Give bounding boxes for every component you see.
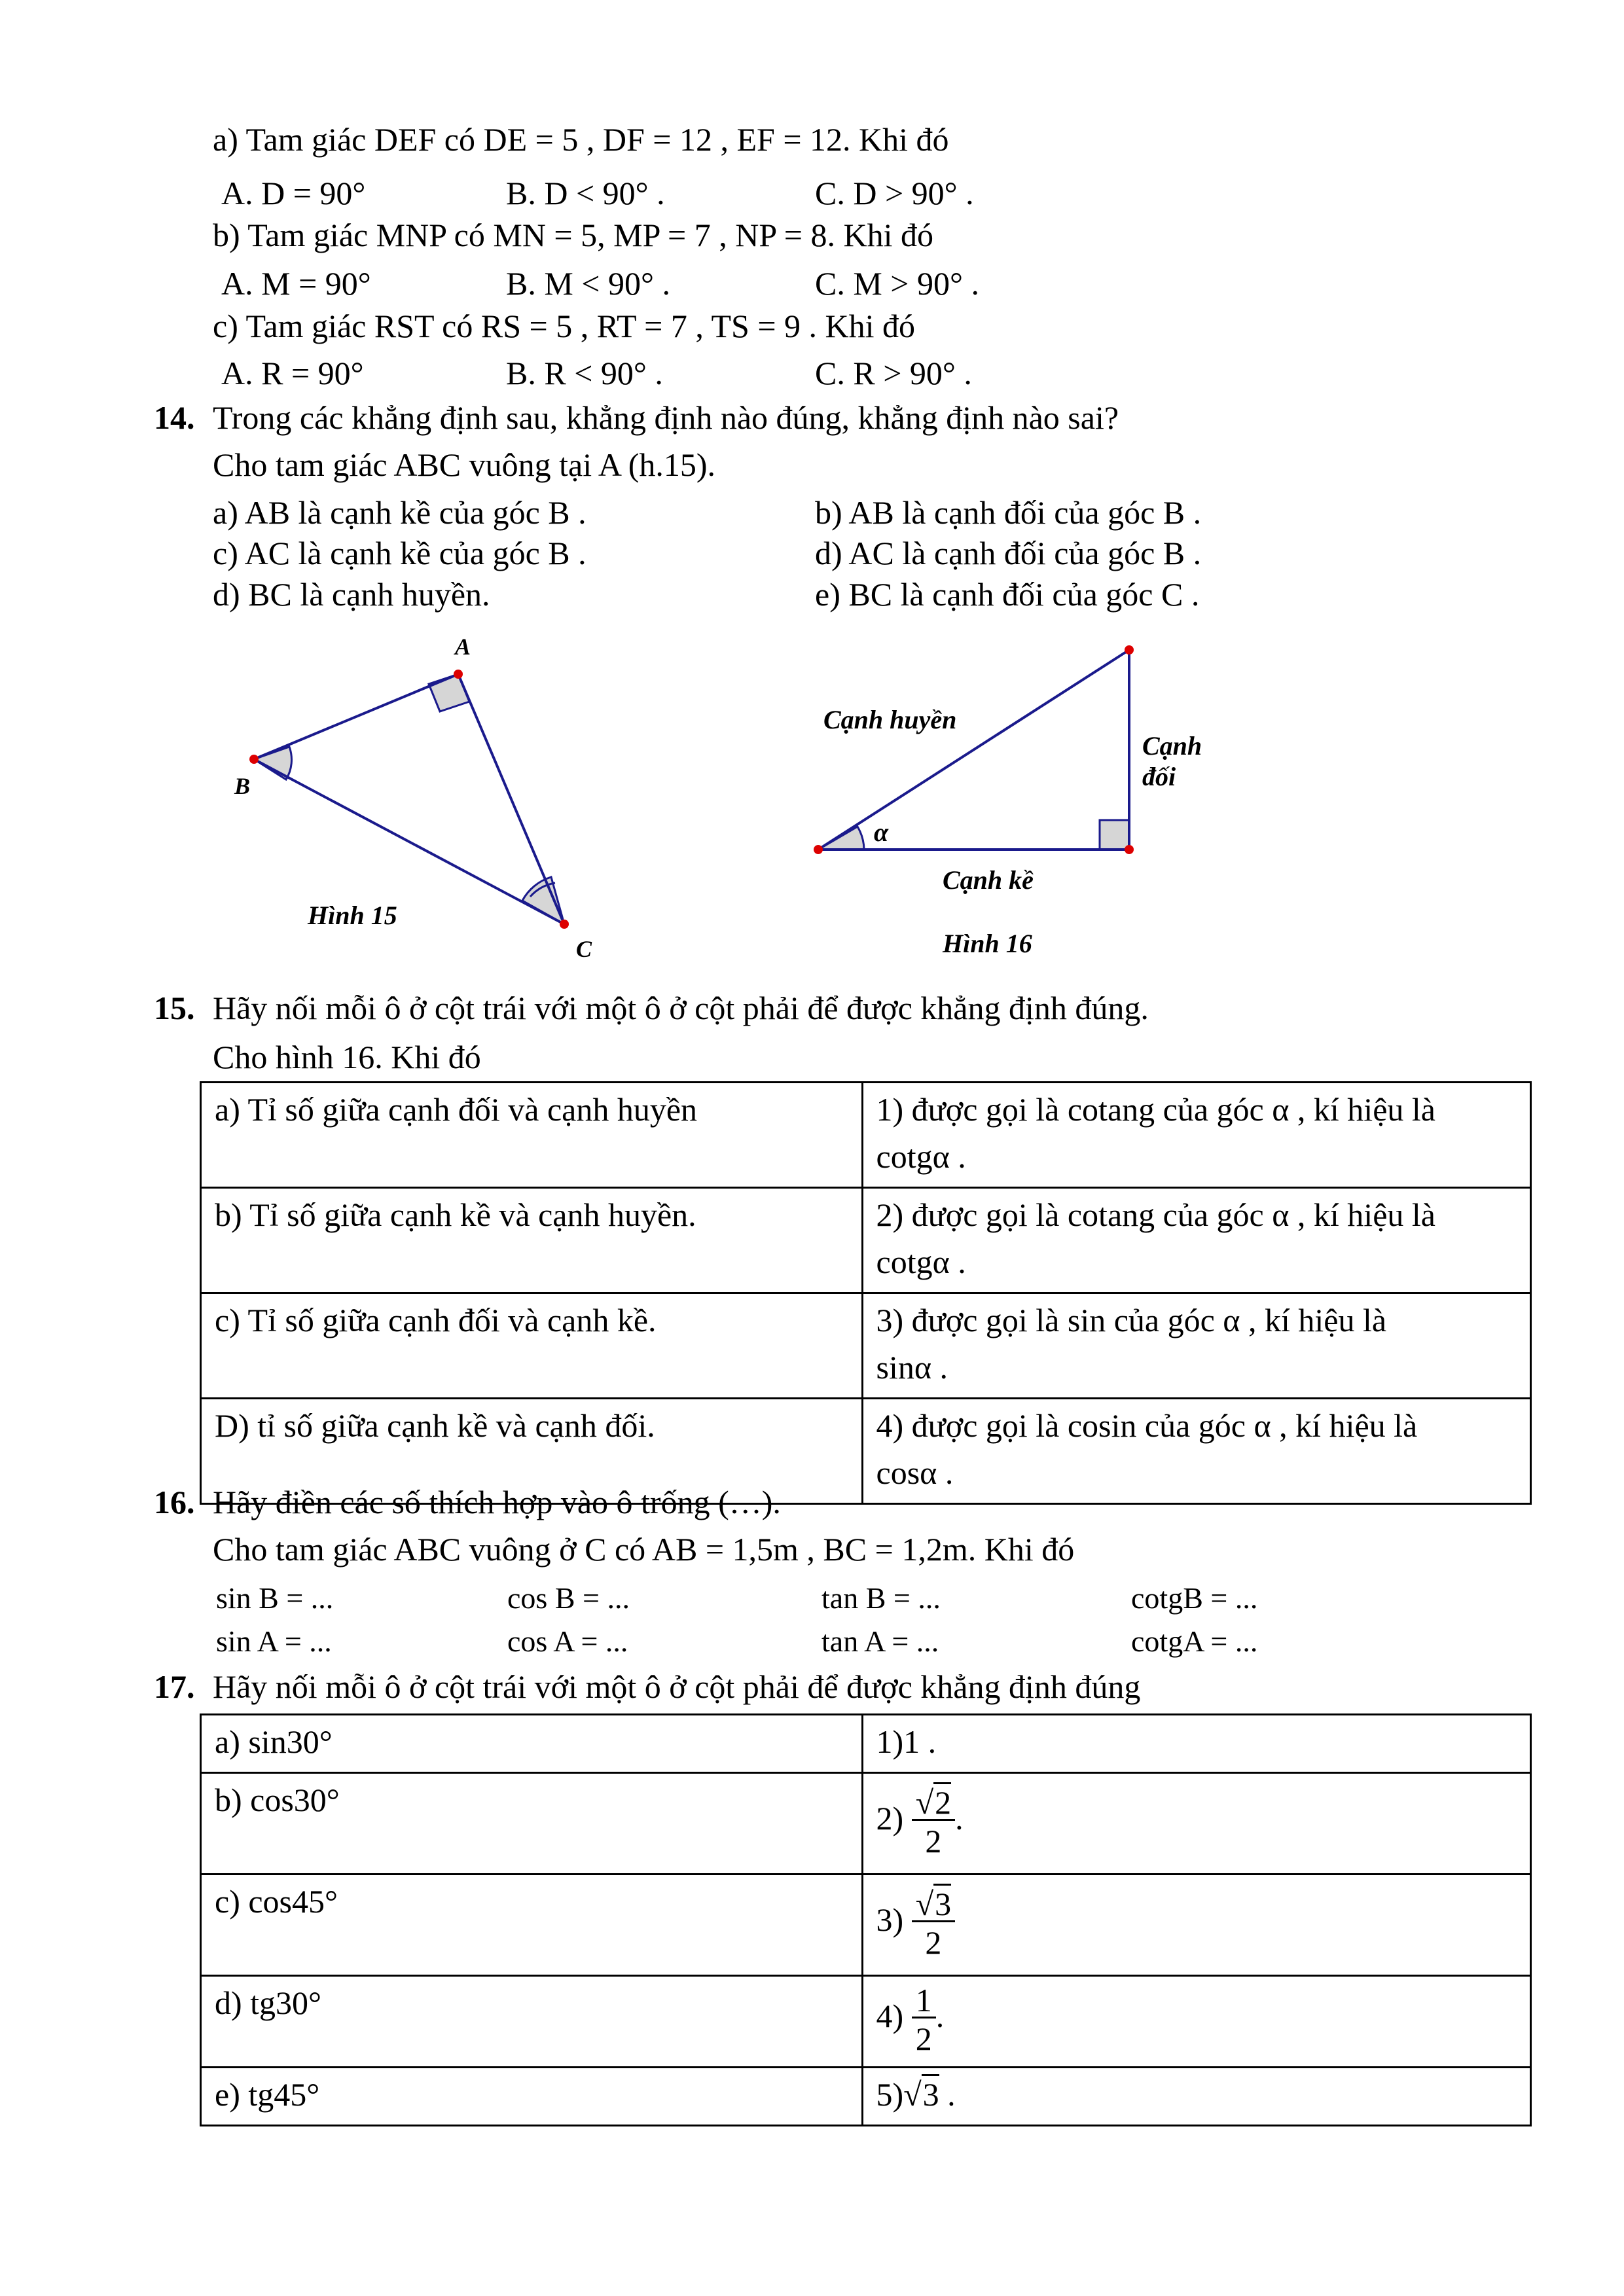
q15-question: Hãy nối mỗi ô ở cột trái với một ô ở cột phải để được khẳng định đúng. [213, 990, 1149, 1026]
q13b-prompt: b) Tam giác MNP có MN = 5, MP = 7 , NP = 8. Khi đó [213, 217, 934, 253]
fig16-caption: Hình 16 [943, 929, 1032, 958]
q17-right-4-den: 2 [915, 2020, 932, 2057]
q15-right-1-line1: 1) được gọi là cotang của góc α , kí hiệu là [876, 1091, 1435, 1128]
table-row [201, 1976, 1531, 2068]
q16-tanA: tan A = ... [821, 1624, 939, 1658]
fig16-right-angle-mark [1100, 820, 1129, 850]
q16-sinA: sin A = ... [216, 1624, 332, 1658]
table-row [201, 1715, 1531, 1773]
q14-question: Trong các khẳng định sau, khẳng định nào đúng, khẳng định nào sai? [213, 399, 1119, 436]
q16-cotgA: cotgA = ... [1131, 1624, 1258, 1658]
table-row [201, 1293, 1531, 1399]
q17-right-5-prefix: 5) [876, 2076, 904, 2113]
q17-right-4-num: 1 [912, 1984, 936, 2018]
q13a-option-a: A. D = 90° [221, 175, 366, 211]
q14-given: Cho tam giác ABC vuông tại A (h.15). [213, 446, 716, 483]
q17-right-3-prefix: 3) [876, 1901, 904, 1938]
q15-right-2 [862, 1188, 1531, 1293]
q17-left-c: c) cos45° [201, 1874, 863, 1976]
q15-right-1-line2: cotgα . [876, 1138, 966, 1175]
table-row [201, 1874, 1531, 1976]
q15-table [200, 1081, 1532, 1505]
q14-statement-a: a) AB là cạnh kề của góc B . [213, 494, 586, 531]
q17-right-2-fraction [912, 1786, 955, 1857]
q16-cosA: cos A = ... [507, 1624, 628, 1658]
fraction-numerator: √2 [912, 1786, 955, 1821]
sqrt-sign: √ [903, 2076, 922, 2113]
q15-left-a: a) Tỉ số giữa cạnh đối và cạnh huyền [201, 1083, 863, 1188]
fig15-point-b [249, 755, 259, 764]
fig15-angle-c-mark [522, 877, 564, 924]
q15-right-3-line1: 3) được gọi là sin của góc α , kí hiệu là [876, 1302, 1387, 1338]
q17-right-2 [862, 1773, 1530, 1874]
q15-right-2-line2: cotgα . [876, 1244, 966, 1280]
q17-right-2-den: 2 [925, 1822, 942, 1859]
q15-right-3 [862, 1293, 1531, 1399]
q17-left-e: e) tg45° [201, 2068, 863, 2126]
q13a-prompt: a) Tam giác DEF có DE = 5 , DF = 12 , EF = 12. Khi đó [213, 121, 949, 158]
q17-right-2-num: 2 [933, 1782, 951, 1821]
q14-statement-b: b) AB là cạnh đối của góc B . [815, 494, 1202, 531]
fig15-caption: Hình 15 [308, 901, 397, 930]
q15-given: Cho hình 16. Khi đó [213, 1039, 481, 1075]
q16-number: 16. [154, 1484, 195, 1520]
q16-tanB: tan B = ... [821, 1581, 941, 1615]
fig15-right-angle-mark [429, 674, 469, 711]
q13c-prompt: c) Tam giác RST có RS = 5 , RT = 7 , TS = 9 . Khi đó [213, 308, 916, 344]
fig16-point-left [814, 845, 823, 854]
fig16-hypotenuse [818, 650, 1129, 850]
q15-right-1 [862, 1083, 1531, 1188]
table-row [201, 1083, 1531, 1188]
q16-cosB: cos B = ... [507, 1581, 630, 1615]
q13b-option-b: B. M < 90° . [506, 265, 671, 302]
q17-question: Hãy nối mỗi ô ở cột trái với một ô ở cột phải để được khẳng định đúng [213, 1668, 1141, 1705]
q16-question: Hãy điền các số thích hợp vào ô trống (…). [213, 1484, 781, 1520]
q15-right-3-line2: sinα . [876, 1349, 948, 1386]
q14-statement-c: c) AC là cạnh kề của góc B . [213, 535, 586, 571]
fig15-label-a: A [455, 634, 471, 660]
q17-right-5-suffix: . [947, 2076, 956, 2113]
q17-right-3-den: 2 [925, 1924, 942, 1961]
q13a-option-b: B. D < 90° . [506, 175, 665, 211]
q17-right-3 [862, 1874, 1530, 1976]
fig15-side-ab [254, 674, 458, 759]
q13b-option-c: C. M > 90° . [815, 265, 980, 302]
q13a-option-c: C. D > 90° . [815, 175, 974, 211]
q13c-option-a: A. R = 90° [221, 355, 364, 391]
q15-left-d: D) tỉ số giữa cạnh kề và cạnh đối. [201, 1399, 863, 1504]
fig15-point-a [454, 670, 463, 679]
q17-right-1: 1)1 . [862, 1715, 1530, 1773]
q15-number: 15. [154, 990, 195, 1026]
q17-right-2-prefix: 2) [876, 1799, 904, 1837]
fig15-side-ac [458, 674, 564, 924]
q17-table [200, 1713, 1532, 2126]
q17-right-3-fraction [912, 1885, 955, 1961]
q16-sinB: sin B = ... [216, 1581, 334, 1615]
q13b-option-a: A. M = 90° [221, 265, 371, 302]
table-row [201, 1773, 1531, 1874]
fig15-point-c [560, 920, 569, 929]
q17-right-5-rad: 3 [922, 2074, 939, 2113]
q17-right-4-prefix: 4) [876, 1997, 904, 2034]
q15-right-4-line1: 4) được gọi là cosin của góc α , kí hiệu là [876, 1407, 1418, 1444]
q17-right-4-suffix: . [935, 1997, 945, 2034]
fig16-point-right [1125, 845, 1134, 854]
fig15-label-c: C [576, 936, 592, 962]
q15-right-4-line2: cosα . [876, 1454, 954, 1491]
q15-right-4 [862, 1399, 1531, 1504]
fig16-alpha-label: α [874, 817, 889, 847]
q14-statement-e: e) BC là cạnh đối của góc C . [815, 576, 1200, 613]
fig16-opp-label-1: Cạnh [1142, 731, 1202, 761]
fig16-opp-label-2: đối [1142, 762, 1176, 791]
q17-right-5 [862, 2068, 1530, 2126]
figure-16 [785, 628, 1276, 969]
q17-right-4-fraction [912, 1984, 936, 2055]
q15-left-b: b) Tỉ số giữa cạnh kề và cạnh huyền. [201, 1188, 863, 1293]
figure-15 [196, 628, 655, 969]
q14-statement-d2: d) BC là cạnh huyền. [213, 576, 490, 613]
q17-right-4 [862, 1976, 1530, 2068]
q17-left-a: a) sin30° [201, 1715, 863, 1773]
q15-left-c: c) Tỉ số giữa cạnh đối và cạnh kề. [201, 1293, 863, 1399]
q17-left-d: d) tg30° [201, 1976, 863, 2068]
q13c-option-c: C. R > 90° . [815, 355, 972, 391]
fraction-numerator: √3 [912, 1888, 955, 1922]
q16-cotgB: cotgB = ... [1131, 1581, 1258, 1615]
q14-number: 14. [154, 399, 195, 436]
table-row [201, 2068, 1531, 2126]
q17-number: 17. [154, 1668, 195, 1705]
q13c-option-b: B. R < 90° . [506, 355, 663, 391]
q16-given: Cho tam giác ABC vuông ở C có AB = 1,5m , BC = 1,2m. Khi đó [213, 1531, 1075, 1568]
fig15-label-b: B [234, 773, 251, 799]
q17-right-2-suffix: . [955, 1799, 964, 1837]
fig16-hyp-label: Cạnh huyền [823, 705, 957, 734]
table-row [201, 1188, 1531, 1293]
fig16-adj-label: Cạnh kề [943, 865, 1034, 895]
fig15-side-bc [254, 759, 564, 924]
fig16-point-top [1125, 645, 1134, 655]
q14-statement-d: d) AC là cạnh đối của góc B . [815, 535, 1202, 571]
q17-right-3-num: 3 [933, 1884, 951, 1922]
q17-left-b: b) cos30° [201, 1773, 863, 1874]
q15-right-2-line1: 2) được gọi là cotang của góc α , kí hiệu là [876, 1196, 1435, 1233]
